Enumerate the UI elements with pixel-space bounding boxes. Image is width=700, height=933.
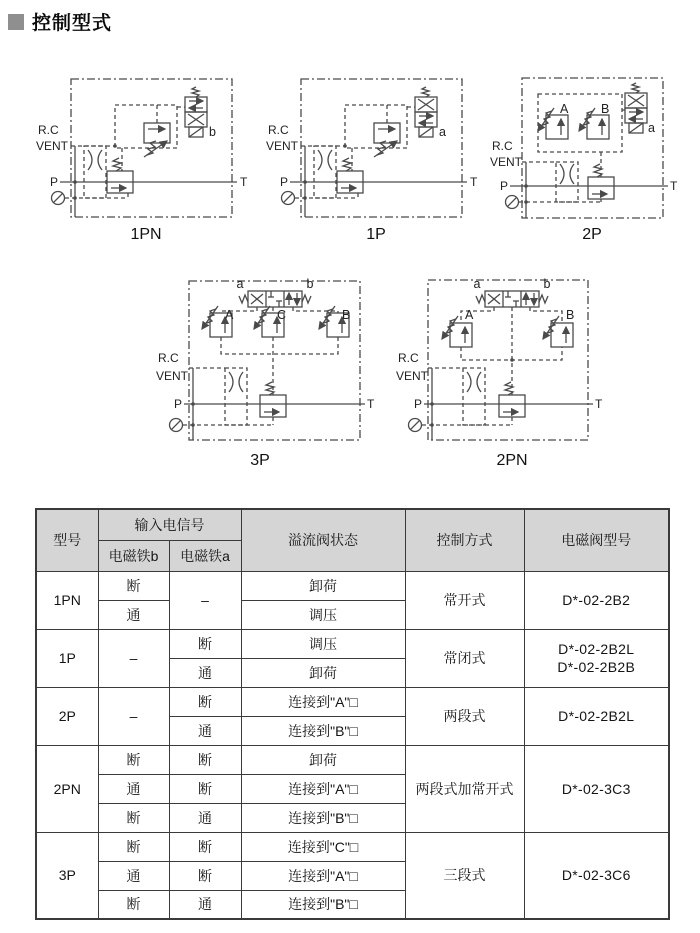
pilot-relief-circuit <box>279 79 468 217</box>
control-type-table <box>35 508 670 920</box>
header-coil-b: 电磁铁b <box>98 540 169 571</box>
cell-state: 调压 <box>241 600 405 629</box>
port-t-label: T <box>240 175 248 189</box>
cell-code <box>524 629 669 687</box>
hydraulic-diagrams <box>0 62 700 487</box>
cell-code: D*-02-2B2 <box>524 571 669 629</box>
port-p-label: P <box>279 175 288 189</box>
vent-label: VENT <box>36 139 69 153</box>
diagram-name: 2P <box>582 226 602 243</box>
vent-label: VENT <box>156 369 189 383</box>
table-row <box>36 629 669 658</box>
section-title-text: 控制型式 <box>32 13 113 34</box>
cell-control: 常闭式 <box>405 629 524 687</box>
pressure-gauge-icon <box>506 196 519 209</box>
header-model: 型号 <box>36 509 98 571</box>
diagram-name: 3P <box>250 452 270 469</box>
cell-state: 调压 <box>241 629 405 658</box>
cell-control: 常开式 <box>405 571 524 629</box>
cell-control: 两段式 <box>405 687 524 745</box>
pilot-c-label: C <box>277 308 287 322</box>
cell-model: 1P <box>36 629 98 687</box>
diagram-name: 2PN <box>496 452 528 469</box>
port-t-label: T <box>595 397 603 411</box>
cell-state: 连接到"A"□ <box>241 861 405 890</box>
header-solenoid-model: 电磁阀型号 <box>524 509 669 571</box>
orifice-icon <box>560 164 574 184</box>
rc-label: R.C <box>398 351 419 365</box>
cell-model: 1PN <box>36 571 98 629</box>
cell-state: 连接到"C"□ <box>241 832 405 861</box>
header-control-mode: 控制方式 <box>405 509 524 571</box>
coil-b-label: b <box>209 125 216 139</box>
port-p-label: P <box>173 397 182 411</box>
cell-state: 卸荷 <box>241 658 405 687</box>
rc-label: R.C <box>158 351 179 365</box>
port-p-label: P <box>499 179 508 193</box>
cell-state: 连接到"B"□ <box>241 803 405 832</box>
diagram-name: 1PN <box>130 226 162 243</box>
header-input-signal: 输入电信号 <box>98 509 241 540</box>
section-title <box>8 8 112 35</box>
pilot-a-label: A <box>560 102 569 116</box>
directional-valve-icon <box>476 291 548 307</box>
diagram-2p <box>490 78 678 243</box>
cell-coil-b: – <box>98 687 169 745</box>
code-line-1: D*-02-2B2L <box>558 640 635 657</box>
solenoid-valve-icon <box>185 87 207 137</box>
main-relief-valve-icon <box>260 382 286 417</box>
cell-state: 卸荷 <box>241 571 405 600</box>
code-line-2: D*-02-2B2B <box>557 659 636 675</box>
orifice-icon <box>229 372 243 392</box>
pressure-gauge-icon <box>409 419 422 432</box>
cell-coil-b: 断 <box>98 890 169 919</box>
pilot-b-label: B <box>601 102 610 116</box>
cell-code: D*-02-3C6 <box>524 832 669 919</box>
cell-coil-b: 断 <box>98 571 169 600</box>
header-coil-a: 电磁铁a <box>169 540 241 571</box>
pilot-a-label: A <box>465 308 474 322</box>
cell-state: 连接到"B"□ <box>241 716 405 745</box>
solenoid-valve-icon <box>625 83 647 133</box>
diagram-2pn <box>396 277 603 469</box>
cell-state: 连接到"A"□ <box>241 687 405 716</box>
cell-code: D*-02-2B2L <box>524 687 669 745</box>
rc-label: R.C <box>492 139 513 153</box>
cell-coil-a: 断 <box>169 774 241 803</box>
coil-a-label: a <box>439 125 446 139</box>
coil-b-label: b <box>543 277 551 291</box>
table-row <box>36 571 669 600</box>
table-row <box>36 745 669 774</box>
coil-a-label: a <box>236 277 244 291</box>
cell-model: 2P <box>36 687 98 745</box>
cell-coil-a: 通 <box>169 803 241 832</box>
pilot-b-label: B <box>566 308 575 322</box>
cell-state: 连接到"B"□ <box>241 890 405 919</box>
cell-coil-a: 断 <box>169 745 241 774</box>
cell-coil-b: 断 <box>98 832 169 861</box>
solenoid-valve-icon <box>415 87 437 137</box>
main-relief-valve-icon <box>499 382 525 417</box>
port-t-label: T <box>367 397 375 411</box>
port-p-label: P <box>413 397 422 411</box>
cell-coil-a: 通 <box>169 658 241 687</box>
cell-model: 2PN <box>36 745 98 832</box>
coil-a-label: a <box>648 121 655 135</box>
cell-coil-b: 断 <box>98 745 169 774</box>
pilot-a-label: A <box>225 308 234 322</box>
rc-label: R.C <box>38 123 59 137</box>
cell-coil-b: 通 <box>98 861 169 890</box>
table-row <box>36 687 669 716</box>
cell-coil-b: – <box>98 629 169 687</box>
cell-coil-b: 通 <box>98 774 169 803</box>
port-t-label: T <box>470 175 478 189</box>
section-bullet-icon <box>8 14 24 30</box>
cell-control: 三段式 <box>405 832 524 919</box>
pilot-relief-circuit <box>49 79 238 217</box>
orifice-icon <box>467 372 481 392</box>
cell-coil-a: 断 <box>169 832 241 861</box>
cell-state: 卸荷 <box>241 745 405 774</box>
cell-control: 两段式加常开式 <box>405 745 524 832</box>
port-t-label: T <box>670 179 678 193</box>
cell-model: 3P <box>36 832 98 919</box>
directional-valve-icon <box>239 291 311 307</box>
port-p-label: P <box>49 175 58 189</box>
vent-label: VENT <box>490 155 523 169</box>
diagram-3p <box>156 277 375 469</box>
vent-label: VENT <box>266 139 299 153</box>
cell-coil-a: 断 <box>169 861 241 890</box>
coil-a-label: a <box>473 277 481 291</box>
pressure-gauge-icon <box>170 419 183 432</box>
cell-state: 连接到"A"□ <box>241 774 405 803</box>
cell-coil-a: 断 <box>169 629 241 658</box>
cell-code: D*-02-3C3 <box>524 745 669 832</box>
cell-coil-a: 通 <box>169 716 241 745</box>
table-row <box>36 832 669 861</box>
header-valve-state: 溢流阀状态 <box>241 509 405 571</box>
diagram-1p <box>266 79 478 243</box>
diagram-name: 1P <box>366 226 386 243</box>
cell-coil-a: 断 <box>169 687 241 716</box>
cell-coil-b: 通 <box>98 600 169 629</box>
vent-label: VENT <box>396 369 429 383</box>
pilot-b-label: B <box>342 308 351 322</box>
rc-label: R.C <box>268 123 289 137</box>
cell-coil-a: – <box>169 571 241 629</box>
coil-b-label: b <box>306 277 314 291</box>
diagram-1pn <box>36 79 248 243</box>
cell-coil-a: 通 <box>169 890 241 919</box>
cell-coil-b: 断 <box>98 803 169 832</box>
